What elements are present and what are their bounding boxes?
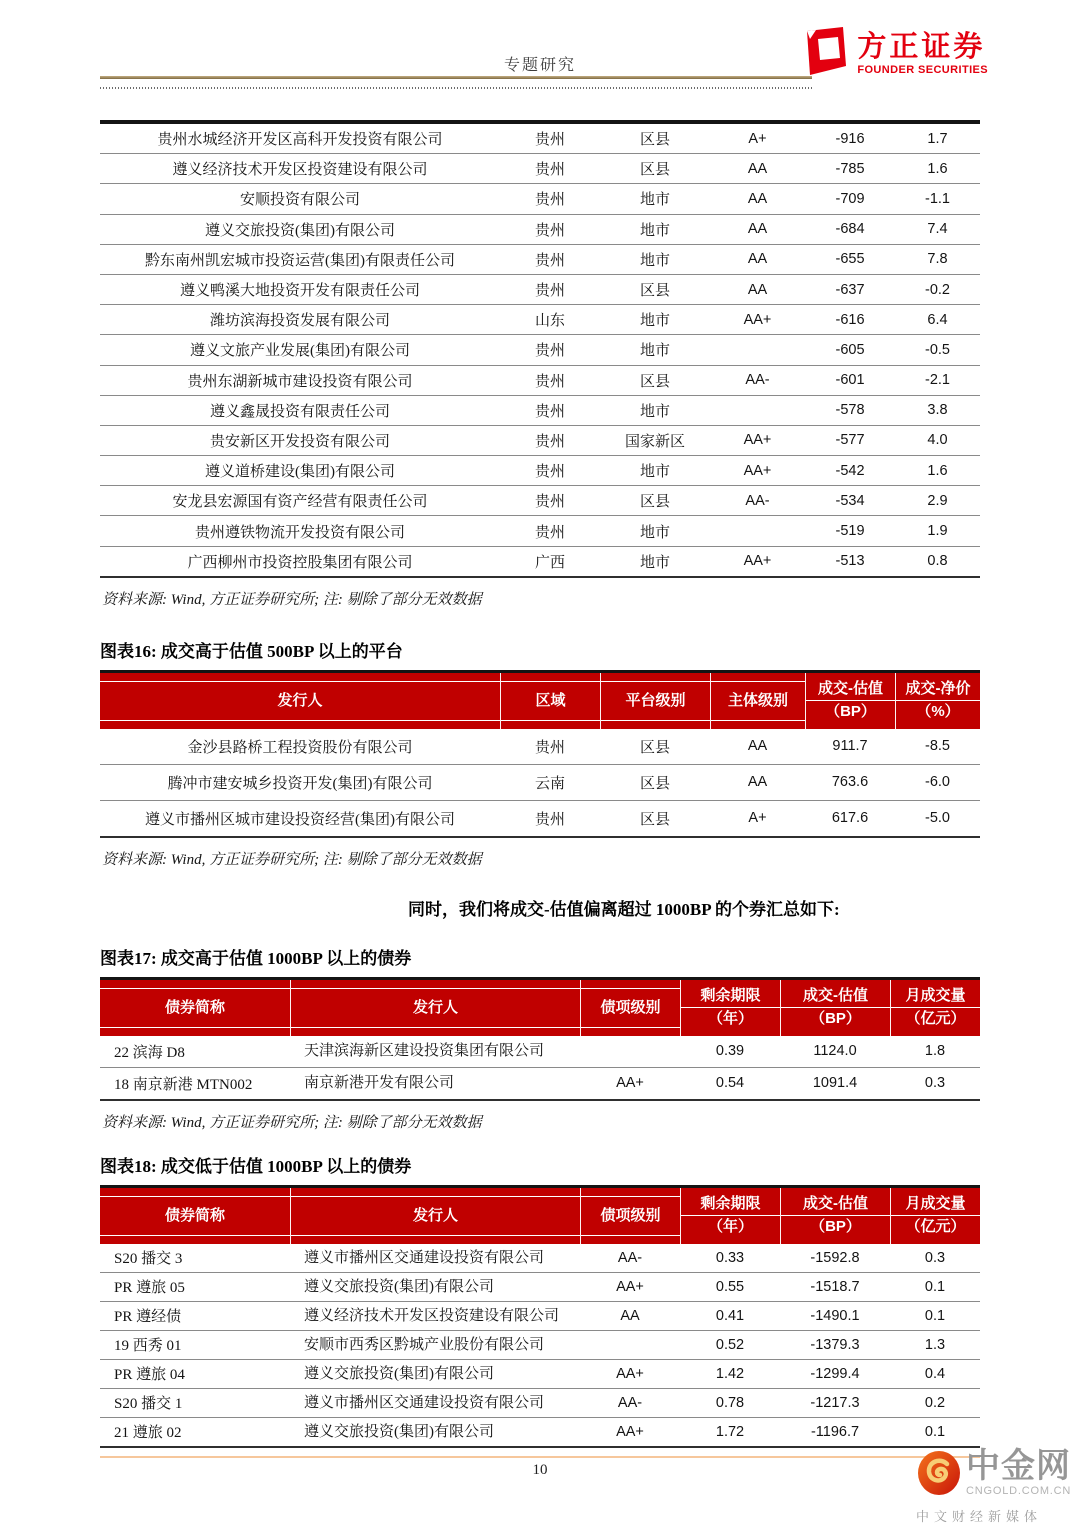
table-row — [100, 1036, 980, 1068]
cell-region: 贵州 — [534, 132, 565, 149]
figure18-header-row — [100, 1185, 980, 1244]
table-row — [100, 1331, 980, 1360]
cell-deal-vs-price: 1.6 — [927, 160, 948, 177]
cell-remaining-term: 0.54 — [715, 1075, 745, 1092]
cell-region: 贵州 — [534, 739, 565, 756]
table-row — [100, 305, 980, 335]
cell-deal-vs-price: -2.1 — [925, 372, 950, 389]
cell-region: 贵州 — [534, 192, 565, 209]
cell-deal-vs-valuation: -577 — [835, 432, 865, 449]
header-label: 月成交量 — [905, 987, 966, 1005]
cell-issuer: 贵安新区开发投资有限公司 — [209, 433, 390, 450]
header-label: （年） — [707, 1218, 753, 1236]
cell-deal-vs-valuation: -578 — [835, 402, 865, 419]
cell-platform-level: 地市 — [639, 313, 670, 330]
cell-entity-rating: AA — [747, 251, 768, 268]
cell-monthly-volume: 1.3 — [924, 1336, 946, 1353]
table-row — [100, 456, 980, 486]
header-rule — [100, 76, 812, 79]
cell-monthly-volume: 0.2 — [924, 1394, 946, 1411]
cell-region: 贵州 — [534, 464, 565, 481]
cell-deal-vs-valuation: -519 — [835, 523, 865, 540]
cell-entity-rating: AA — [747, 190, 768, 207]
header-label: 平台级别 — [625, 691, 686, 709]
header-dotted-rule — [100, 87, 812, 89]
cell-entity-rating: AA — [747, 738, 768, 755]
table-row — [100, 245, 980, 275]
col-header-remaining-term — [680, 1188, 780, 1244]
cell-bond-name: PR 遵旅 05 — [114, 1280, 185, 1297]
cell-issuer: 遵义交旅投资(集团)有限公司 — [304, 1423, 494, 1440]
cell-bond-name: S20 播交 1 — [114, 1396, 183, 1413]
cell-issuer: 天津滨海新区建设投资集团有限公司 — [304, 1043, 545, 1060]
cell-remaining-term: 0.41 — [715, 1307, 745, 1324]
cell-issuer: 遵义市播州区交通建设投资有限公司 — [304, 1249, 545, 1266]
header-label: （BP） — [810, 1218, 861, 1236]
cell-issuer: 贵州水城经济开发区高科开发投资有限公司 — [157, 132, 443, 149]
cell-deal-vs-price: 4.0 — [927, 432, 948, 449]
cell-bond-name: 21 遵旅 02 — [114, 1425, 182, 1442]
col-header-deal-vs-valuation — [780, 980, 890, 1036]
cell-region: 广西 — [534, 554, 565, 571]
col-header-bond-name — [100, 980, 290, 1036]
cell-entity-rating: A+ — [748, 130, 767, 147]
cell-platform-level: 地市 — [639, 554, 670, 571]
cell-deal-vs-price: 0.8 — [927, 553, 948, 570]
cell-remaining-term: 0.78 — [715, 1394, 745, 1411]
header-label: 发行人 — [412, 998, 458, 1016]
cell-entity-rating: AA — [747, 774, 768, 791]
cell-entity-rating: AA — [747, 221, 768, 238]
cell-deal-vs-price: 7.4 — [927, 221, 948, 238]
cell-region: 贵州 — [534, 373, 565, 390]
cell-remaining-term: 1.72 — [715, 1423, 745, 1440]
cell-issuer: 遵义鑫晟投资有限责任公司 — [209, 403, 390, 420]
brand-name-cn: 方正证券 — [857, 30, 986, 63]
cell-monthly-volume: 0.3 — [924, 1075, 946, 1092]
header-label: （BP） — [810, 1010, 861, 1028]
cell-issuer: 贵州东湖新城市建设投资有限公司 — [187, 373, 413, 390]
cell-remaining-term: 0.39 — [715, 1043, 745, 1060]
cell-deal-vs-price: 7.8 — [927, 251, 948, 268]
header-label: 成交-估值 — [818, 680, 883, 698]
cell-region: 贵州 — [534, 403, 565, 420]
col-header-region — [500, 673, 600, 729]
cell-bond-rating: AA+ — [616, 1278, 644, 1295]
cell-monthly-volume: 0.1 — [924, 1423, 946, 1440]
cell-remaining-term: 0.33 — [715, 1249, 745, 1266]
source-note: 资料来源: Wind, 方正证券研究所; 注: 剔除了部分无效数据 — [102, 851, 482, 868]
cell-bond-name: 22 滨海 D8 — [114, 1044, 185, 1061]
cell-issuer: 遵义市播州区交通建设投资有限公司 — [304, 1394, 545, 1411]
cell-remaining-term: 0.55 — [715, 1278, 745, 1295]
header-label: （%） — [916, 703, 960, 721]
cell-deal-vs-price: -0.2 — [925, 281, 950, 298]
cell-bond-rating: AA+ — [616, 1365, 644, 1382]
cell-issuer: 遵义经济技术开发区投资建设有限公司 — [172, 162, 428, 179]
cngold-logo-text — [966, 1449, 1071, 1497]
header-label: 成交-估值 — [803, 987, 868, 1005]
cell-platform-level: 区县 — [639, 811, 670, 828]
table-row — [100, 184, 980, 214]
cell-issuer: 贵州遵铁物流开发投资有限公司 — [194, 524, 405, 541]
cell-issuer: 潍坊滨海投资发展有限公司 — [209, 313, 390, 330]
founder-securities-logo — [796, 25, 988, 82]
col-header-deal-vs-price — [895, 673, 980, 729]
cell-issuer: 安顺市西秀区黔城产业股份有限公司 — [304, 1336, 545, 1353]
col-header-remaining-term — [680, 980, 780, 1036]
cell-deal-vs-valuation: -916 — [835, 130, 865, 147]
header-label: （BP） — [825, 703, 876, 721]
table-row — [100, 729, 980, 765]
cell-platform-level: 地市 — [639, 464, 670, 481]
cell-entity-rating: AA — [747, 281, 768, 298]
cell-deal-vs-valuation: 1124.0 — [813, 1043, 857, 1060]
cell-deal-vs-price: 6.4 — [927, 311, 948, 328]
figure18-table — [100, 1185, 980, 1448]
cell-deal-vs-price: -6.0 — [925, 774, 950, 791]
figure18-title: 图表18: 成交低于估值 1000BP 以上的债券 — [100, 1156, 412, 1176]
col-header-bond-name — [100, 1188, 290, 1244]
cell-issuer: 遵义交旅投资(集团)有限公司 — [205, 222, 395, 239]
cell-deal-vs-price: -0.5 — [925, 341, 950, 358]
cell-issuer: 金沙县路桥工程投资股份有限公司 — [187, 739, 413, 756]
cell-remaining-term: 0.52 — [715, 1336, 745, 1353]
cell-deal-vs-price: -1.1 — [925, 190, 950, 207]
figure17-header-row — [100, 977, 980, 1036]
cell-deal-vs-valuation: -1379.3 — [810, 1336, 860, 1353]
cell-deal-vs-valuation: 911.7 — [832, 738, 868, 755]
figure16-title: 图表16: 成交高于估值 500BP 以上的平台 — [100, 641, 403, 661]
source-note: 资料来源: Wind, 方正证券研究所; 注: 剔除了部分无效数据 — [102, 591, 482, 608]
cell-issuer: 腾冲市建安城乡投资开发(集团)有限公司 — [167, 775, 433, 792]
cell-monthly-volume: 0.3 — [924, 1249, 946, 1266]
cell-entity-rating: A+ — [748, 810, 767, 827]
table-row — [100, 335, 980, 365]
table-row — [100, 215, 980, 245]
doc-type-label: 专题研究 — [503, 57, 576, 74]
footer-rule — [100, 1456, 980, 1458]
founder-logo-text — [857, 32, 988, 76]
cell-platform-level: 地市 — [639, 192, 670, 209]
header-label: 成交-净价 — [905, 680, 971, 698]
table-row — [100, 1418, 980, 1448]
cell-bond-rating: AA+ — [616, 1423, 644, 1440]
header-label: 债项级别 — [600, 998, 661, 1016]
table-row — [100, 426, 980, 456]
cell-deal-vs-valuation: -655 — [835, 251, 865, 268]
cell-deal-vs-price: -8.5 — [925, 738, 950, 755]
cngold-domain: CNGOLD.COM.CN — [966, 1485, 1072, 1497]
header-label: （亿元） — [905, 1010, 966, 1028]
cell-platform-level: 区县 — [639, 494, 670, 511]
cell-region: 贵州 — [534, 494, 565, 511]
header-label: 剩余期限 — [700, 1195, 761, 1213]
figure16-table — [100, 670, 980, 838]
cell-issuer: 遵义交旅投资(集团)有限公司 — [304, 1278, 494, 1295]
cell-deal-vs-valuation: -1592.8 — [810, 1249, 860, 1266]
cngold-logo-icon — [916, 1449, 962, 1502]
cell-entity-rating: AA+ — [743, 553, 772, 570]
cell-region: 贵州 — [534, 252, 565, 269]
table-row — [100, 396, 980, 426]
header-label: 发行人 — [412, 1206, 458, 1224]
table-row — [100, 366, 980, 396]
cell-platform-level: 地市 — [639, 343, 670, 360]
cell-issuer: 遵义交旅投资(集团)有限公司 — [304, 1365, 494, 1382]
cell-platform-level: 地市 — [639, 252, 670, 269]
cell-bond-name: PR 遵经债 — [114, 1309, 182, 1326]
figure17-title: 图表17: 成交高于估值 1000BP 以上的债券 — [100, 948, 412, 968]
cell-remaining-term: 1.42 — [715, 1365, 745, 1382]
header-label: 成交-估值 — [803, 1195, 868, 1213]
col-header-issuer — [290, 1188, 580, 1244]
body-paragraph: 同时，我们将成交-估值偏离超过 1000BP 的个券汇总如下: — [408, 899, 840, 919]
cell-region: 贵州 — [534, 811, 565, 828]
cell-entity-rating: AA+ — [743, 311, 772, 328]
col-header-entity-rating — [710, 673, 805, 729]
header-label: 债券简称 — [164, 998, 225, 1016]
cell-bond-name: 19 西秀 01 — [114, 1338, 182, 1355]
cell-bond-rating: AA+ — [616, 1075, 644, 1092]
header-label: 债券简称 — [164, 1206, 225, 1224]
cell-region: 贵州 — [534, 433, 565, 450]
header-label: 区域 — [535, 691, 566, 709]
cell-deal-vs-valuation: -1490.1 — [810, 1307, 860, 1324]
table-row — [100, 1360, 980, 1389]
table-row — [100, 1068, 980, 1101]
cngold-logo-top — [916, 1449, 1074, 1502]
cngold-tagline: 中文财经新媒体 — [916, 1509, 1043, 1524]
cell-bond-name: S20 播交 3 — [114, 1251, 183, 1268]
cell-deal-vs-valuation: -1299.4 — [810, 1365, 860, 1382]
header-label: 剩余期限 — [700, 987, 761, 1005]
cell-monthly-volume: 0.4 — [924, 1365, 946, 1382]
table-row — [100, 275, 980, 305]
cell-entity-rating: AA- — [745, 372, 770, 389]
cell-issuer: 遵义市播州区城市建设投资经营(集团)有限公司 — [145, 811, 455, 828]
cell-issuer: 安龙县宏源国有资产经营有限责任公司 — [172, 494, 428, 511]
figure17-table — [100, 977, 980, 1101]
cell-deal-vs-valuation: 617.6 — [831, 810, 869, 827]
cell-platform-level: 国家新区 — [624, 433, 685, 450]
col-header-bond-rating — [580, 980, 680, 1036]
cell-deal-vs-price: 1.6 — [927, 462, 948, 479]
col-header-issuer — [290, 980, 580, 1036]
col-header-deal-vs-valuation — [780, 1188, 890, 1244]
cell-deal-vs-valuation: -709 — [835, 190, 865, 207]
col-header-platform-level — [600, 673, 710, 729]
table-row — [100, 124, 980, 154]
table-row — [100, 1302, 980, 1331]
platform-table-continued — [100, 120, 980, 578]
col-header-issuer — [100, 673, 500, 729]
col-header-monthly-volume — [890, 1188, 980, 1244]
cell-deal-vs-valuation: -1217.3 — [810, 1394, 860, 1411]
cell-platform-level: 区县 — [639, 775, 670, 792]
cell-issuer: 黔东南州凯宏城市投资运营(集团)有限责任公司 — [145, 252, 455, 269]
cell-bond-name: 18 南京新港 MTN002 — [114, 1076, 253, 1093]
cell-issuer: 广西柳州市投资控股集团有限公司 — [187, 554, 413, 571]
cell-platform-level: 区县 — [639, 373, 670, 390]
cell-platform-level: 地市 — [639, 524, 670, 541]
cell-platform-level: 区县 — [639, 283, 670, 300]
cell-platform-level: 地市 — [639, 403, 670, 420]
cell-bond-rating: AA — [620, 1307, 640, 1324]
cell-entity-rating: AA- — [745, 492, 770, 509]
cell-region: 贵州 — [534, 343, 565, 360]
cell-region: 贵州 — [534, 283, 565, 300]
cell-deal-vs-valuation: -637 — [835, 281, 865, 298]
cell-issuer: 遵义经济技术开发区投资建设有限公司 — [304, 1307, 560, 1324]
brand-name-en: FOUNDER SECURITIES — [857, 63, 988, 76]
col-header-monthly-volume — [890, 980, 980, 1036]
cell-deal-vs-price: -5.0 — [925, 810, 950, 827]
cell-monthly-volume: 0.1 — [924, 1307, 946, 1324]
table-row — [100, 486, 980, 516]
cell-deal-vs-valuation: 1091.4 — [812, 1075, 858, 1092]
cell-bond-rating: AA- — [617, 1394, 643, 1411]
header-label: 主体级别 — [727, 691, 788, 709]
cell-deal-vs-valuation: -1518.7 — [810, 1278, 860, 1295]
cell-issuer: 南京新港开发有限公司 — [304, 1075, 455, 1092]
header-label: （年） — [707, 1010, 753, 1028]
cell-deal-vs-valuation: -534 — [835, 492, 865, 509]
col-header-deal-vs-valuation — [805, 673, 895, 729]
cell-bond-rating: AA- — [617, 1249, 643, 1266]
cell-deal-vs-valuation: -1196.7 — [810, 1423, 860, 1440]
table-row — [100, 801, 980, 838]
cell-deal-vs-valuation: -785 — [835, 160, 865, 177]
cell-platform-level: 地市 — [639, 222, 670, 239]
cell-entity-rating: AA — [747, 160, 768, 177]
table-row — [100, 1244, 980, 1273]
cell-deal-vs-price: 1.7 — [927, 130, 948, 147]
cell-entity-rating: AA+ — [743, 432, 772, 449]
header-label: 月成交量 — [905, 1195, 966, 1213]
cell-deal-vs-valuation: -542 — [835, 462, 865, 479]
cell-deal-vs-valuation: -616 — [835, 311, 865, 328]
table-row — [100, 765, 980, 801]
cell-deal-vs-valuation: -605 — [835, 341, 865, 358]
cell-monthly-volume: 1.8 — [924, 1043, 946, 1060]
cell-region: 贵州 — [534, 524, 565, 541]
cell-platform-level: 区县 — [639, 739, 670, 756]
cell-issuer: 安顺投资有限公司 — [239, 192, 360, 209]
table-row — [100, 516, 980, 546]
cell-bond-name: PR 遵旅 04 — [114, 1367, 185, 1384]
founder-logo-icon — [796, 25, 848, 82]
cell-region: 云南 — [534, 775, 565, 792]
table-row — [100, 154, 980, 184]
table-row — [100, 1273, 980, 1302]
cngold-name: 中金网 — [966, 1447, 1071, 1485]
figure16-header-row — [100, 670, 980, 729]
cell-issuer: 遵义文旅产业发展(集团)有限公司 — [190, 343, 410, 360]
cell-deal-vs-valuation: -513 — [835, 553, 865, 570]
cngold-logo — [916, 1449, 1074, 1525]
cell-issuer: 遵义道桥建设(集团)有限公司 — [205, 464, 395, 481]
cell-issuer: 遵义鸭溪大地投资开发有限责任公司 — [179, 283, 420, 300]
cell-deal-vs-valuation: 763.6 — [831, 774, 869, 791]
cell-region: 山东 — [534, 313, 565, 330]
header-label: 债项级别 — [600, 1206, 661, 1224]
cell-deal-vs-price: 2.9 — [927, 492, 948, 509]
header-label: 发行人 — [277, 691, 323, 709]
header-label: （亿元） — [905, 1218, 966, 1236]
cell-deal-vs-valuation: -684 — [835, 221, 865, 238]
cell-entity-rating: AA+ — [743, 462, 772, 479]
cell-platform-level: 区县 — [639, 132, 670, 149]
page-number: 10 — [532, 1462, 548, 1478]
col-header-bond-rating — [580, 1188, 680, 1244]
cell-region: 贵州 — [534, 222, 565, 239]
source-note: 资料来源: Wind, 方正证券研究所; 注: 剔除了部分无效数据 — [102, 1114, 482, 1131]
cell-monthly-volume: 0.1 — [924, 1278, 946, 1295]
page-content — [100, 120, 980, 1448]
cell-deal-vs-price: 1.9 — [927, 523, 948, 540]
table-row — [100, 547, 980, 578]
table-row — [100, 1389, 980, 1418]
cell-deal-vs-price: 3.8 — [927, 402, 948, 419]
cell-deal-vs-valuation: -601 — [835, 372, 865, 389]
cell-region: 贵州 — [534, 162, 565, 179]
cell-platform-level: 区县 — [639, 162, 670, 179]
